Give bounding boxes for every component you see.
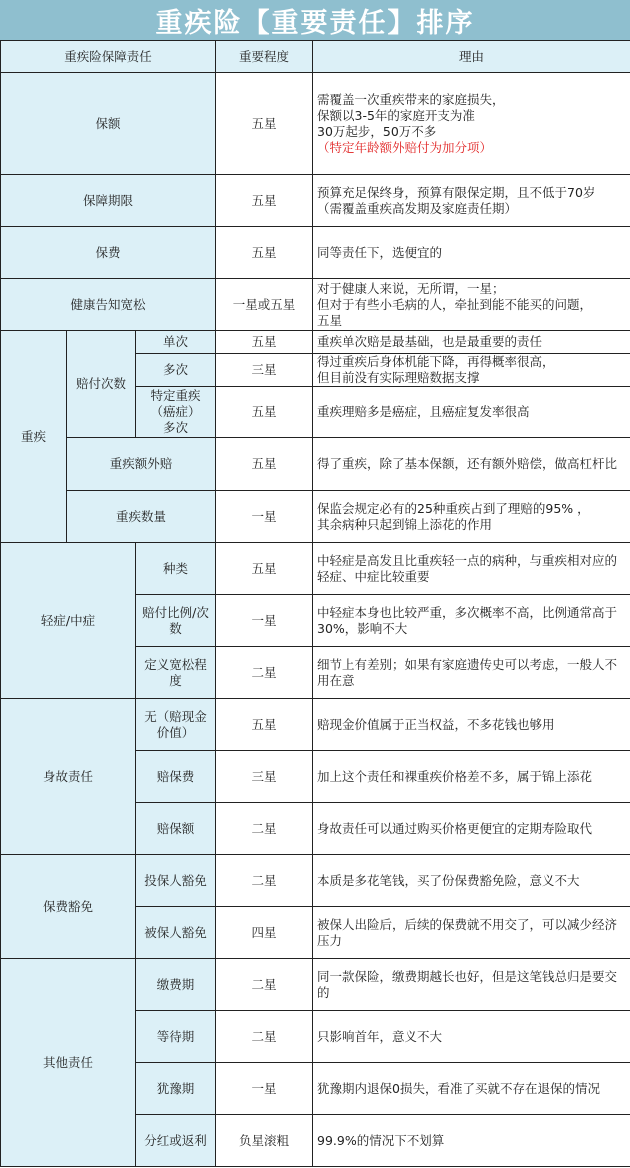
reason-line: 预算充足保终身，预算有限保定期，且不低于70岁 <box>317 184 596 200</box>
reason-cell <box>313 175 630 227</box>
table-row <box>1 438 630 491</box>
reason-line: （需覆盖重疾高发期及家庭责任期） <box>317 200 518 216</box>
item-cell: 赔付比例/次数 <box>136 595 216 647</box>
rating-cell: 二星 <box>216 803 313 855</box>
reason-cell <box>313 279 630 331</box>
reason-highlight: （特定年龄额外赔付为加分项） <box>317 139 493 155</box>
item-cell: 赔保费 <box>136 751 216 803</box>
reason-cell: 同一款保险，缴费期越长也好，但是这笔钱总归是要交的 <box>313 959 630 1011</box>
rating-cell: 二星 <box>216 959 313 1011</box>
header-item: 重疾险保障责任 <box>1 41 216 73</box>
reason-line: 对于健康人来说，无所谓，一星； <box>317 280 505 296</box>
group-cell-death: 身故责任 <box>1 699 136 855</box>
rating-cell: 五星 <box>216 175 313 227</box>
item-cell: 无（赔现金价值） <box>136 699 216 751</box>
reason-line: 五星 <box>317 312 343 328</box>
table-row <box>1 699 630 751</box>
table-row <box>1 279 630 331</box>
reason-cell: 只影响首年，意义不大 <box>313 1011 630 1063</box>
reason-line: 需覆盖一次重疾带来的家庭损失， <box>317 91 505 107</box>
reason-cell: 同等责任下，选便宜的 <box>313 227 630 279</box>
reason-line: 30万起步，50万不多 <box>317 123 437 139</box>
rating-cell: 二星 <box>216 855 313 907</box>
rating-cell: 五星 <box>216 387 313 438</box>
item-line: （癌症） <box>150 404 201 419</box>
rating-cell: 一星 <box>216 595 313 647</box>
reason-cell: 本质是多花笔钱，买了份保费豁免险，意义不大 <box>313 855 630 907</box>
rating-cell: 一星 <box>216 1063 313 1115</box>
table-row <box>1 959 630 1011</box>
reason-cell <box>313 354 630 387</box>
table-row <box>1 227 630 279</box>
table-row <box>1 73 630 175</box>
rating-cell: 负星滚粗 <box>216 1115 313 1167</box>
group-cell-mild: 轻症/中症 <box>1 543 136 699</box>
table-row <box>1 331 630 354</box>
item-cell: 分红或返利 <box>136 1115 216 1167</box>
rating-cell: 二星 <box>216 1011 313 1063</box>
header-row <box>1 41 630 73</box>
subgroup-cell-payout-times: 赔付次数 <box>67 331 136 438</box>
item-cell: 单次 <box>136 331 216 354</box>
reason-cell: 身故责任可以通过购买价格更便宜的定期寿险取代 <box>313 803 630 855</box>
table-row <box>1 491 630 543</box>
reason-cell: 重疾理赔多是癌症，且癌症复发率很高 <box>313 387 630 438</box>
reason-cell: 细节上有差别；如果有家庭遗传史可以考虑，一般人不用在意 <box>313 647 630 699</box>
item-cell: 被保人豁免 <box>136 907 216 959</box>
reason-cell: 中轻症本身也比较严重，多次概率不高，比例通常高于30%，影响不大 <box>313 595 630 647</box>
rating-cell: 五星 <box>216 73 313 175</box>
reason-cell: 被保人出险后，后续的保费就不用交了，可以减少经济压力 <box>313 907 630 959</box>
group-cell-critical: 重疾 <box>1 331 67 543</box>
item-cell: 重疾额外赔 <box>67 438 216 491</box>
reason-line: 保额以3-5年的家庭开支为准 <box>317 107 475 123</box>
item-cell: 犹豫期 <box>136 1063 216 1115</box>
item-cell: 种类 <box>136 543 216 595</box>
item-cell: 保费 <box>1 227 216 279</box>
table-row <box>1 175 630 227</box>
item-cell: 赔保额 <box>136 803 216 855</box>
reason-cell <box>313 73 630 175</box>
item-line: 多次 <box>162 420 188 435</box>
table-row <box>1 543 630 595</box>
item-cell: 保障期限 <box>1 175 216 227</box>
reason-cell: 赔现金价值属于正当权益，不多花钱也够用 <box>313 699 630 751</box>
reason-cell <box>313 491 630 543</box>
reason-cell: 加上这个责任和裸重疾价格差不多，属于锦上添花 <box>313 751 630 803</box>
item-cell <box>136 387 216 438</box>
group-cell-waiver: 保费豁免 <box>1 855 136 959</box>
rating-cell: 三星 <box>216 354 313 387</box>
group-cell-other: 其他责任 <box>1 959 136 1167</box>
reason-line: 其余病种只起到锦上添花的作用 <box>317 516 493 532</box>
reason-line: 得过重疾后身体机能下降，再得概率很高， <box>317 354 555 369</box>
table-row <box>1 855 630 907</box>
rating-cell: 五星 <box>216 438 313 491</box>
rating-cell: 五星 <box>216 331 313 354</box>
rating-cell: 一星 <box>216 491 313 543</box>
item-line: 特定重疾 <box>150 388 201 403</box>
rating-cell: 三星 <box>216 751 313 803</box>
reason-line: 但对于有些小毛病的人，牵扯到能不能买的问题， <box>317 296 593 312</box>
item-cell: 投保人豁免 <box>136 855 216 907</box>
ranking-table <box>0 40 630 1167</box>
reason-cell: 重疾单次赔是最基础，也是最重要的责任 <box>313 331 630 354</box>
reason-cell: 得了重疾，除了基本保额，还有额外赔偿，做高杠杆比 <box>313 438 630 491</box>
rating-cell: 五星 <box>216 227 313 279</box>
rating-cell: 二星 <box>216 647 313 699</box>
item-cell: 等待期 <box>136 1011 216 1063</box>
item-cell: 健康告知宽松 <box>1 279 216 331</box>
item-cell: 缴费期 <box>136 959 216 1011</box>
rating-cell: 四星 <box>216 907 313 959</box>
rating-cell: 五星 <box>216 699 313 751</box>
reason-line: 但目前没有实际理赔数据支撑 <box>317 370 480 385</box>
rating-cell: 一星或五星 <box>216 279 313 331</box>
item-cell: 保额 <box>1 73 216 175</box>
header-reason: 理由 <box>313 41 630 73</box>
reason-cell: 中轻症是高发且比重疾轻一点的病种，与重疾相对应的轻症、中症比较重要 <box>313 543 630 595</box>
header-rating: 重要程度 <box>216 41 313 73</box>
reason-cell: 犹豫期内退保0损失，看准了买就不存在退保的情况 <box>313 1063 630 1115</box>
item-cell: 定义宽松程度 <box>136 647 216 699</box>
item-cell: 重疾数量 <box>67 491 216 543</box>
reason-cell: 99.9%的情况下不划算 <box>313 1115 630 1167</box>
reason-line: 保监会规定必有的25种重疾占到了理赔的95% ， <box>317 500 590 516</box>
page-title: 重疾险【重要责任】排序 <box>0 0 630 41</box>
item-cell: 多次 <box>136 354 216 387</box>
rating-cell: 五星 <box>216 543 313 595</box>
